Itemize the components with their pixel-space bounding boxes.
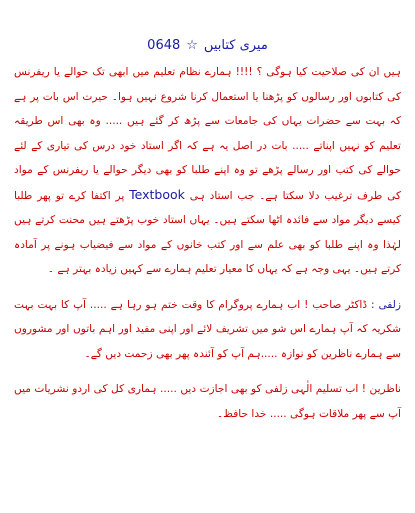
paragraph-host-closing: [14, 293, 401, 367]
page-header: [0, 38, 415, 53]
page-number: 0648: [147, 38, 181, 53]
paragraph-farewell: [14, 377, 401, 426]
paragraph-interview-answer: [14, 60, 401, 282]
paragraph-text: ہیں ان کی صلاحیت کیا ہوگی ؟ !!!! ہمارے نظام تعلیم میں ابھی تک حوالے یا ریفرنس کی کتابوں اور رسالوں کو پڑھنا یا استعمال کرنا شروع نہیں ہوا۔ حیرت اس بات پر ہے کہ بہت سے حضرات یہاں کی جامعات سے پڑھ کر گئے ہیں ..... وہ بھی اس طریقہ تعلیم کو نہیں اپناتے ..... بات در اصل یہ ہے کہ اگر استاد خود درس کی تیاری کے لئے حوالے کی کتب اور رسالے پڑھے تو وہ اپنے طلبا کو بھی دیگر حوالے یا ریفرنس کے مواد کی طرف ترغیب دلا سکتا ہے۔ جب استاد ہی: [14, 66, 401, 202]
textbook-term: Textbook: [129, 186, 185, 202]
document-body: [14, 60, 401, 426]
paragraph-text: ناظرین ! اب تسلیم الٰہی زلفی کو بھی اجازت دیں ..... ہماری کل کی اردو نشریات میں آپ سے پھر ملاقات ہوگی ..... خدا حافظ۔: [14, 383, 401, 420]
paragraph-text: پر اکتفا کرے تو پھر طلبا کیسے دیگر مواد سے فائدہ اٹھا سکتے ہیں۔ یہاں استاد خوب پڑھتے ہیں محنت کرتے ہیں لہٰذا وہ اپنے طلبا کو بھی علم سے اور کتب خانوں کے مواد سے فیضیاب ہونے پر آمادہ کرتے ہیں۔ یہی وجہ ہے کہ یہاں کا معیار تعلیم ہمارے سے کہیں زیادہ بہتر ہے ۔: [14, 189, 401, 275]
paragraph-text: ڈاکٹر صاحب ! اب ہمارے پروگرام کا وقت ختم ہو رہا ہے ..... آپ کا بہت بہت شکریہ کہ آپ ہمارے اس شو میں تشریف لائے اور اپنی مفید اور اہم باتوں اور مشوروں سے ہمارے ناظرین کو نوازہ .....ہم آپ کو آئندہ پھر بھی زحمت دیں گے۔: [14, 298, 401, 360]
book-title: میری کتابیں: [203, 38, 268, 53]
star-icon: ☆: [186, 38, 198, 53]
speaker-label: زلفی :: [370, 298, 401, 311]
